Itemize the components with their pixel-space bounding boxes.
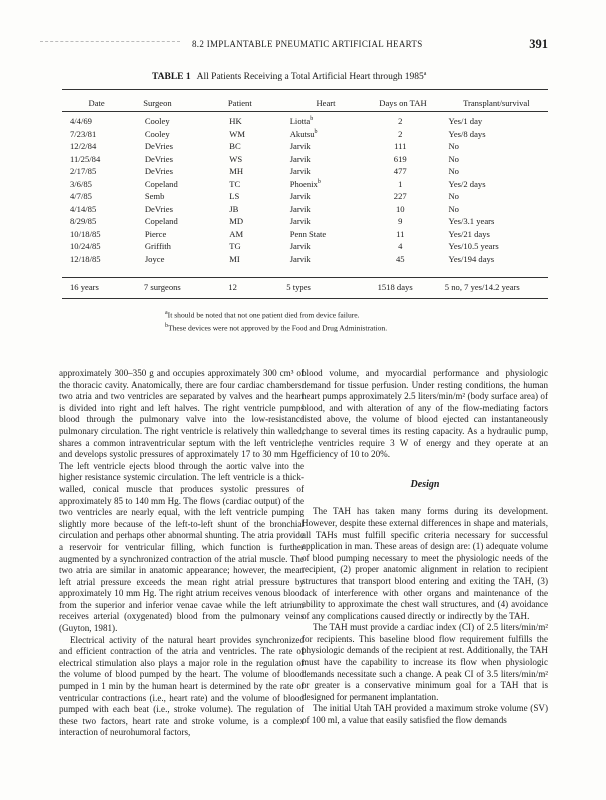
- days-cell: 10: [395, 203, 405, 214]
- footnote-a: $^a$It should be noted that not one patient died from device failure.: [165, 310, 360, 320]
- date-cell: 4/4/69: [70, 116, 92, 127]
- outcome-cell: Yes/2 days: [448, 178, 486, 189]
- heart-note: b: [314, 128, 318, 135]
- table-body: [62, 115, 548, 265]
- heart-cell: Jarvik: [289, 241, 311, 252]
- table-caption: [152, 71, 426, 82]
- table-top-rule: [62, 89, 548, 90]
- surgeon-cell: Cooley: [144, 116, 170, 127]
- patient-cell: TG: [229, 241, 241, 252]
- table-row: [62, 228, 548, 241]
- heart-cell: Jarvik: [289, 166, 311, 177]
- surgeon-cell: Copeland: [144, 178, 178, 189]
- patient-cell: AM: [229, 228, 244, 239]
- table-row: [62, 240, 548, 253]
- surgeon-cell: DeVries: [144, 166, 173, 177]
- surgeon-cell: Griffith: [144, 241, 171, 252]
- date-cell: 7/23/81: [70, 128, 97, 139]
- heart-cell: Jarvik: [289, 191, 311, 202]
- outcome-cell: No: [448, 141, 459, 152]
- patient-cell: LS: [229, 191, 240, 202]
- days-cell: 111: [394, 141, 407, 152]
- heart-cell: Liotta$^b$: [289, 116, 314, 127]
- heart-note: b: [310, 116, 314, 123]
- days-cell: 1: [398, 178, 403, 189]
- outcome-cell: Yes/3.1 years: [448, 216, 495, 227]
- table-row: [62, 190, 548, 203]
- date-cell: 10/18/85: [70, 228, 101, 239]
- table-caption-note: a: [423, 71, 427, 77]
- outcome-cell: No: [448, 203, 459, 214]
- total-heart: 5 types: [286, 282, 311, 292]
- header-date: Date: [88, 98, 105, 108]
- table-row: [62, 203, 548, 216]
- outcome-cell: No: [448, 153, 459, 164]
- patient-cell: WM: [229, 128, 245, 139]
- patient-cell: WS: [229, 153, 243, 164]
- date-cell: 8/29/85: [70, 216, 97, 227]
- days-cell: 619: [393, 153, 407, 164]
- table-row: [62, 115, 548, 128]
- heart-cell: Jarvik: [289, 203, 311, 214]
- heart-cell: Penn State: [289, 228, 327, 239]
- table-caption-text: All Patients Receiving a Total Artificial Heart through 1985: [196, 72, 424, 83]
- left-column: [59, 368, 304, 739]
- table-totals: [62, 281, 548, 293]
- header-surgeon: Surgeon: [143, 98, 172, 108]
- left-paragraph-1: approximately 300–350 g and occupies approximately 300 cm³ of the thoracic cavity. Anatomically, there are four cardiac chambers: two atria and two ventricles are separated by valves and the heart is divided into right and left halves. The right ventricle pumps blood through the pulmonary valve into the low-resistance pulmonary circulation. The right ventricle is relatively thin walled, shares a common intraventricular septum with the left ventricle, and develops systolic pressures of approximately 17 to 30 mm Hg. The left ventricle ejects blood through the aortic valve into the higher resistance systemic circulation. The left ventricle is a thick-walled, conical muscle that produces systolic pressures of approximately 85 to 140 mm Hg. The flows (cardiac output) of the two ventricles are nearly equal, with the left ventricle pumping slightly more because of the left-to-left shunt of the bronchial circulation and perhaps other abnormal shunting. The atria provide a reservoir for ventricular filling, which function is further augmented by a synchronized contraction of the atrial muscle. The two atria are similar in anatomic appearance; however, the mean left atrial pressure exceeds the mean right atrial pressure by approximately 10 mm Hg. The right atrium receives venous blood from the superior and inferior venae cavae while the left atrium receives arterial (oxygenated) blood from the pulmonary veins (Guyton, 1981).: [59, 368, 304, 634]
- running-head-title: 8.2 IMPLANTABLE PNEUMATIC ARTIFICIAL HEARTS: [192, 39, 423, 49]
- surgeon-cell: DeVries: [144, 141, 173, 152]
- date-cell: 4/7/85: [70, 191, 92, 202]
- surgeon-cell: Pierce: [144, 228, 167, 239]
- patient-cell: BC: [229, 141, 241, 152]
- header-days: Days on TAH: [379, 98, 427, 108]
- header-patient: Patient: [227, 98, 252, 108]
- date-cell: 12/18/85: [70, 253, 101, 264]
- date-cell: 11/25/84: [70, 153, 101, 164]
- total-date: 16 years: [70, 282, 99, 292]
- days-cell: 2: [398, 128, 403, 139]
- patient-cell: HK: [229, 116, 242, 127]
- total-surgeon: 7 surgeons: [143, 282, 181, 292]
- surgeon-cell: DeVries: [144, 203, 173, 214]
- days-cell: 477: [393, 166, 407, 177]
- outcome-cell: Yes/1 day: [448, 116, 483, 127]
- total-outcome: 5 no, 7 yes/14.2 years: [444, 282, 520, 292]
- days-cell: 2: [398, 116, 403, 127]
- table-row: [62, 128, 548, 141]
- right-paragraph-3: The TAH must provide a cardiac index (CI) of 2.5 liters/min/m² for recipients. This baseline blood flow requirement fulfills the physiologic demands of the recipient at rest. Additionally, the TAH must have the capability to increase its flow when physiologic demands necessitate such a change. A peak CI of 3.5 liters/min/m² or greater is a conservative minimum goal for a TAH that is designed for permanent implantation.: [302, 622, 548, 702]
- table-header: [62, 97, 548, 109]
- heart-cell: Jarvik: [289, 153, 311, 164]
- outcome-cell: Yes/194 days: [448, 253, 495, 264]
- surgeon-cell: Joyce: [144, 253, 165, 264]
- right-paragraph-1: blood volume, and myocardial performance and physiologic demand for tissue perfusion. Under resting conditions, the human heart pumps approximately 2.5 liters/min/m² (body surface area) of blood, and with alteration of any of the flow-mediating factors listed above, the volume of blood ejected can instantaneously change to several times its resting capacity. As a hydraulic pump, the ventricles require 3 W of energy and they operate at an efficiency of 10 to 20%.: [302, 368, 548, 460]
- date-cell: 2/17/85: [70, 166, 97, 177]
- heart-cell: Jarvik: [289, 253, 311, 264]
- right-column: [302, 368, 548, 727]
- surgeon-cell: DeVries: [144, 153, 173, 164]
- outcome-cell: Yes/10.5 years: [448, 241, 499, 252]
- surgeon-cell: Cooley: [144, 128, 170, 139]
- days-cell: 227: [393, 191, 407, 202]
- table-header-rule: [62, 111, 548, 112]
- surgeon-cell: Copeland: [144, 216, 178, 227]
- date-cell: 10/24/85: [70, 241, 101, 252]
- date-cell: 3/6/85: [70, 178, 92, 189]
- heart-cell: Phoenix$^b$: [289, 178, 321, 189]
- left-paragraph-2: Electrical activity of the natural heart provides synchronized and efficient contraction of the atria and ventricles. The rate of electrical stimulation also plays a major role in the regulation of the volume of blood pumped by the heart. The volume of blood pumped in 1 min by the human heart is determined by the rate of ventricular contractions (i.e., heart rate) and the volume of blood pumped with each beat (i.e., stroke volume). The regulation of these two factors, heart rate and stroke volume, is a complex interaction of neurohumoral factors,: [59, 634, 304, 738]
- surgeon-cell: Semb: [144, 191, 165, 202]
- days-cell: 11: [396, 228, 405, 239]
- patient-cell: MD: [229, 216, 244, 227]
- patient-cell: MI: [229, 253, 240, 264]
- page-number: 391: [529, 37, 548, 51]
- running-head: [0, 37, 606, 53]
- right-paragraph-2: The TAH has taken many forms during its development. However, despite these external differences in shape and materials, all TAHs must fulfill specific criteria necessary for successful application in man. These areas of design are: (1) adequate volume of blood pumping necessary to meet the physiologic needs of the recipient, (2) proper anatomic alignment in relation to recipient structures that transport blood entering and exiting the TAH, (3) lack of interference with other organs and maintenance of the ability to approximate the chest wall structures, and (4) avoidance of any complications caused directly or indirectly by the TAH.: [302, 506, 548, 621]
- heart-cell: Akutsu$^b$: [289, 128, 318, 139]
- right-paragraph-4: The initial Utah TAH provided a maximum stroke volume (SV) of 100 ml, a value that easily satisfied the flow demands: [302, 703, 548, 726]
- days-cell: 45: [395, 253, 405, 264]
- patient-cell: MH: [229, 166, 244, 177]
- days-cell: 4: [398, 241, 403, 252]
- date-cell: 4/14/85: [70, 203, 97, 214]
- table-label: TABLE 1: [152, 72, 191, 83]
- table-row: [62, 178, 548, 191]
- outcome-cell: Yes/8 days: [448, 128, 486, 139]
- days-cell: 9: [398, 216, 403, 227]
- header-outcome: Transplant/survival: [463, 98, 530, 108]
- patient-cell: JB: [229, 203, 239, 214]
- section-heading-design: Design: [410, 478, 440, 490]
- total-patient: 12: [228, 282, 237, 292]
- table-row: [62, 153, 548, 166]
- table-bottom-rule: [62, 298, 548, 299]
- patient-cell: TC: [229, 178, 241, 189]
- heart-cell: Jarvik: [289, 141, 311, 152]
- table-total-rule: [62, 277, 548, 278]
- date-cell: 12/2/84: [70, 141, 97, 152]
- heart-cell: Jarvik: [289, 216, 311, 227]
- footnote-b: $^b$These devices were not approved by the Food and Drug Administration.: [165, 322, 388, 333]
- outcome-cell: No: [448, 166, 459, 177]
- outcome-cell: No: [448, 191, 459, 202]
- table-row: [62, 215, 548, 228]
- header-heart: Heart: [316, 98, 336, 108]
- table-footnotes: [165, 308, 387, 333]
- total-days: 1518 days: [377, 282, 413, 292]
- table-row: [62, 165, 548, 178]
- table-row: [62, 253, 548, 266]
- table-row: [62, 140, 548, 153]
- heart-note: b: [317, 178, 321, 185]
- outcome-cell: Yes/21 days: [448, 228, 490, 239]
